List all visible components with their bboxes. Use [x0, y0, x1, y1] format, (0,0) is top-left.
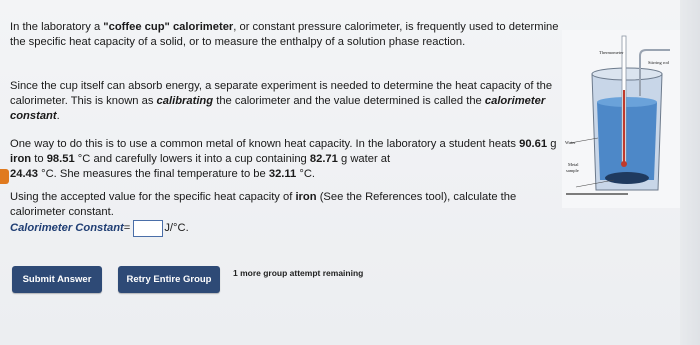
retry-entire-group-button[interactable]: Retry Entire Group — [118, 266, 220, 293]
cup-lid — [592, 68, 662, 80]
water-label: Water — [565, 140, 576, 145]
metal-label-line2: sample — [566, 168, 579, 173]
metal-name: iron — [10, 153, 32, 165]
final-temp-value: 32.11 — [268, 168, 297, 180]
calorimeter-constant-input[interactable] — [133, 220, 163, 237]
metal-label-line1: Metal — [568, 162, 579, 167]
metal-sample — [605, 172, 649, 184]
since-term-constant: calorimeter constant — [10, 95, 546, 122]
answer-row — [10, 220, 189, 237]
water-surface — [597, 97, 657, 107]
problem-paragraph — [10, 137, 562, 182]
problem-text-e: g water at — [337, 153, 391, 165]
intro-text-c: , or constant pressure calorimeter, is frequently used to determine the specific heat capacity of a solid, or to measure the enthalpy of a solution phase reaction. — [10, 21, 559, 48]
intro-text-a: In the laboratory a — [10, 21, 104, 33]
water-mass-value: 82.71 — [309, 153, 338, 165]
problem-text-b: g — [547, 138, 557, 150]
problem-text-a: One way to do this is to use a common metal of known heat capacity. In the laboratory a student heats — [10, 138, 520, 150]
question-metal-name: iron — [295, 191, 317, 203]
metal-mass-value: 90.61 — [519, 138, 548, 150]
since-text-a: Since the cup itself can absorb energy, a separate experiment is needed to determine the heat capacity of the calorimeter. This is known as — [10, 80, 553, 107]
question-text-b: (See the References tool), calculate the calorimeter constant. — [10, 191, 517, 218]
equals-sign: = — [123, 222, 131, 234]
question-text-a: Using the accepted value for the specific heat capacity of — [10, 191, 296, 203]
stirring-rod-label: Stirring rod — [648, 60, 669, 65]
page-edge — [680, 0, 700, 345]
since-term-calibrating: calibrating — [156, 95, 214, 107]
answer-label: Calorimeter Constant — [10, 222, 124, 234]
problem-text-f: °C. She measures the final temperature to be — [38, 168, 269, 180]
since-text-c: the calorimeter and the value determined is called the — [213, 95, 485, 107]
problem-text-d: °C and carefully lowers it into a cup containing — [74, 153, 310, 165]
thermometer-bulb — [621, 161, 627, 167]
problem-text-c: to — [31, 153, 47, 165]
current-step-marker — [0, 169, 9, 184]
metal-temp-value: 98.51 — [46, 153, 75, 165]
since-text-e: . — [56, 110, 60, 122]
water-temp-value: 24.43 — [10, 168, 38, 180]
intro-paragraph — [10, 20, 562, 50]
calorimeter-diagram — [562, 30, 680, 208]
problem-text-g: °C. — [296, 168, 316, 180]
submit-answer-button[interactable]: Submit Answer — [12, 266, 102, 293]
thermometer-label: Thermometer — [599, 50, 624, 55]
water-body — [597, 102, 657, 180]
answer-unit: J/°C. — [164, 222, 189, 234]
thermometer-mercury — [623, 90, 625, 162]
intro-term: "coffee cup" calorimeter — [103, 21, 234, 33]
attempts-remaining-text: 1 more group attempt remaining — [233, 268, 364, 278]
since-paragraph — [10, 79, 562, 124]
question-paragraph — [10, 190, 562, 237]
